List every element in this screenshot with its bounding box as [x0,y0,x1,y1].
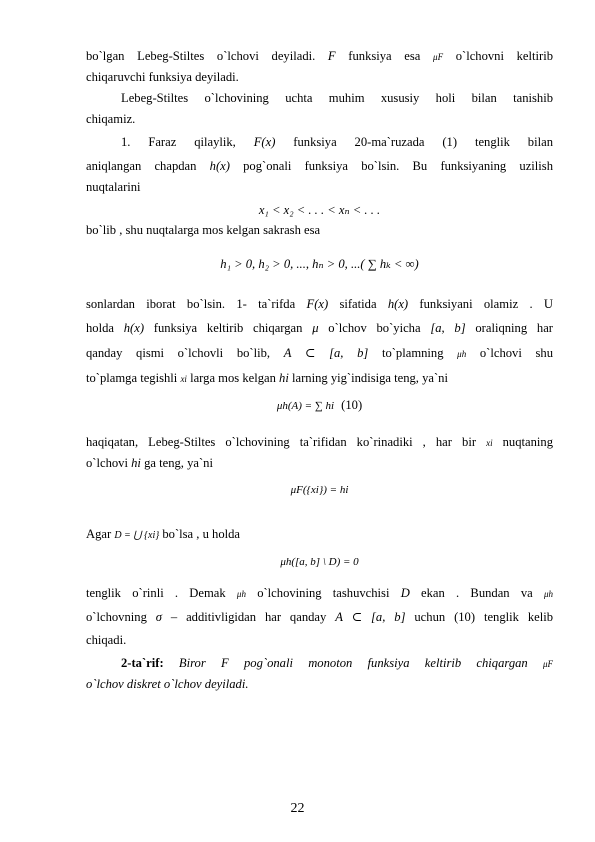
page-number: 22 [290,801,305,816]
formula-points: x₁ < x₂ < . . . < xₙ < . . . [258,203,381,217]
text-line: 1. Faraz qilaylik, F(x) funksiya 20-ma`ruzada (1) tenglik bilan [121,135,553,149]
text-line: Lebeg-Stiltes o`lchovining uchta muhim xususiy holi bilan tanishib [121,91,553,105]
text-line: holda h(x) funksiya keltirib chiqargan μ o`lchov bo`yicha [a, b] oraliqning har [86,321,553,335]
text-line: chiqaruvchi funksiya deyiladi. [86,70,239,84]
formula-jumps: h₁ > 0, h₂ > 0, ..., hₙ > 0, ...( ∑ hₖ < ∞) [220,257,419,271]
text-line: haqiqatan, Lebeg-Stiltes o`lchovining ta`rifidan ko`rinadiki , har bir xi nuqtaning [86,435,553,449]
equation-number: (10) [341,398,363,412]
formula-support: μh([a, b] \ D) = 0 [280,556,359,568]
text-line: tenglik o`rinli . Demak μh o`lchovining tashuvchisi D ekan . Bundan va μh [86,586,553,600]
math-h-of-x: h(x) [209,159,230,173]
text-line: sonlardan iborat bo`lsin. 1- ta`rifda F(x) sifatida h(x) funksiyani olamiz . U [86,297,553,311]
definition-line: 2-ta`rif: Biror F pog`onali monoton funksiya keltirib chiqargan μF [121,656,554,670]
text-line: to`plamga tegishli xi larga mos kelgan hi larning yig`indisiga teng, ya`ni [86,371,448,385]
text-line: bo`lib , shu nuqtalarga mos kelgan sakrash esa [86,223,321,237]
text-line: o`lchovning σ – additivligidan har qanday A ⊂ [a, b] uchun (10) tenglik kelib [86,610,554,624]
math-mu-F: μF [433,52,444,62]
math-F: F [327,49,336,63]
text-line: Agar D = ⋃ {xi} bo`lsa , u holda [86,527,241,541]
text-line: chiqamiz. [86,112,136,126]
definition-label: 2-ta`rif: [121,656,164,670]
formula-10: μh(A) = ∑ hi (10) [276,398,363,412]
formula-point-measure: μF({xi}) = hi [290,484,349,496]
text-line: o`lchovi hi ga teng, ya`ni [86,456,213,470]
text-line: aniqlangan chapdan h(x) pog`onali funksiya bo`lsin. Bu funksiyaning uzilish [86,159,553,173]
math-F-of-x: F(x) [253,135,276,149]
definition-line: o`lchov diskret o`lchov deyiladi. [86,677,249,691]
text-line: chiqadi. [86,633,127,647]
text-line: nuqtalarini [86,180,141,194]
text-line: qanday qismi o`lchovli bo`lib, A ⊂ [a, b] to`plamning μh o`lchovi shu [86,346,553,360]
text-line: bo`lgan Lebeg-Stiltes o`lchovi deyiladi. F funksiya esa μF o`lchovni keltirib [86,49,554,63]
